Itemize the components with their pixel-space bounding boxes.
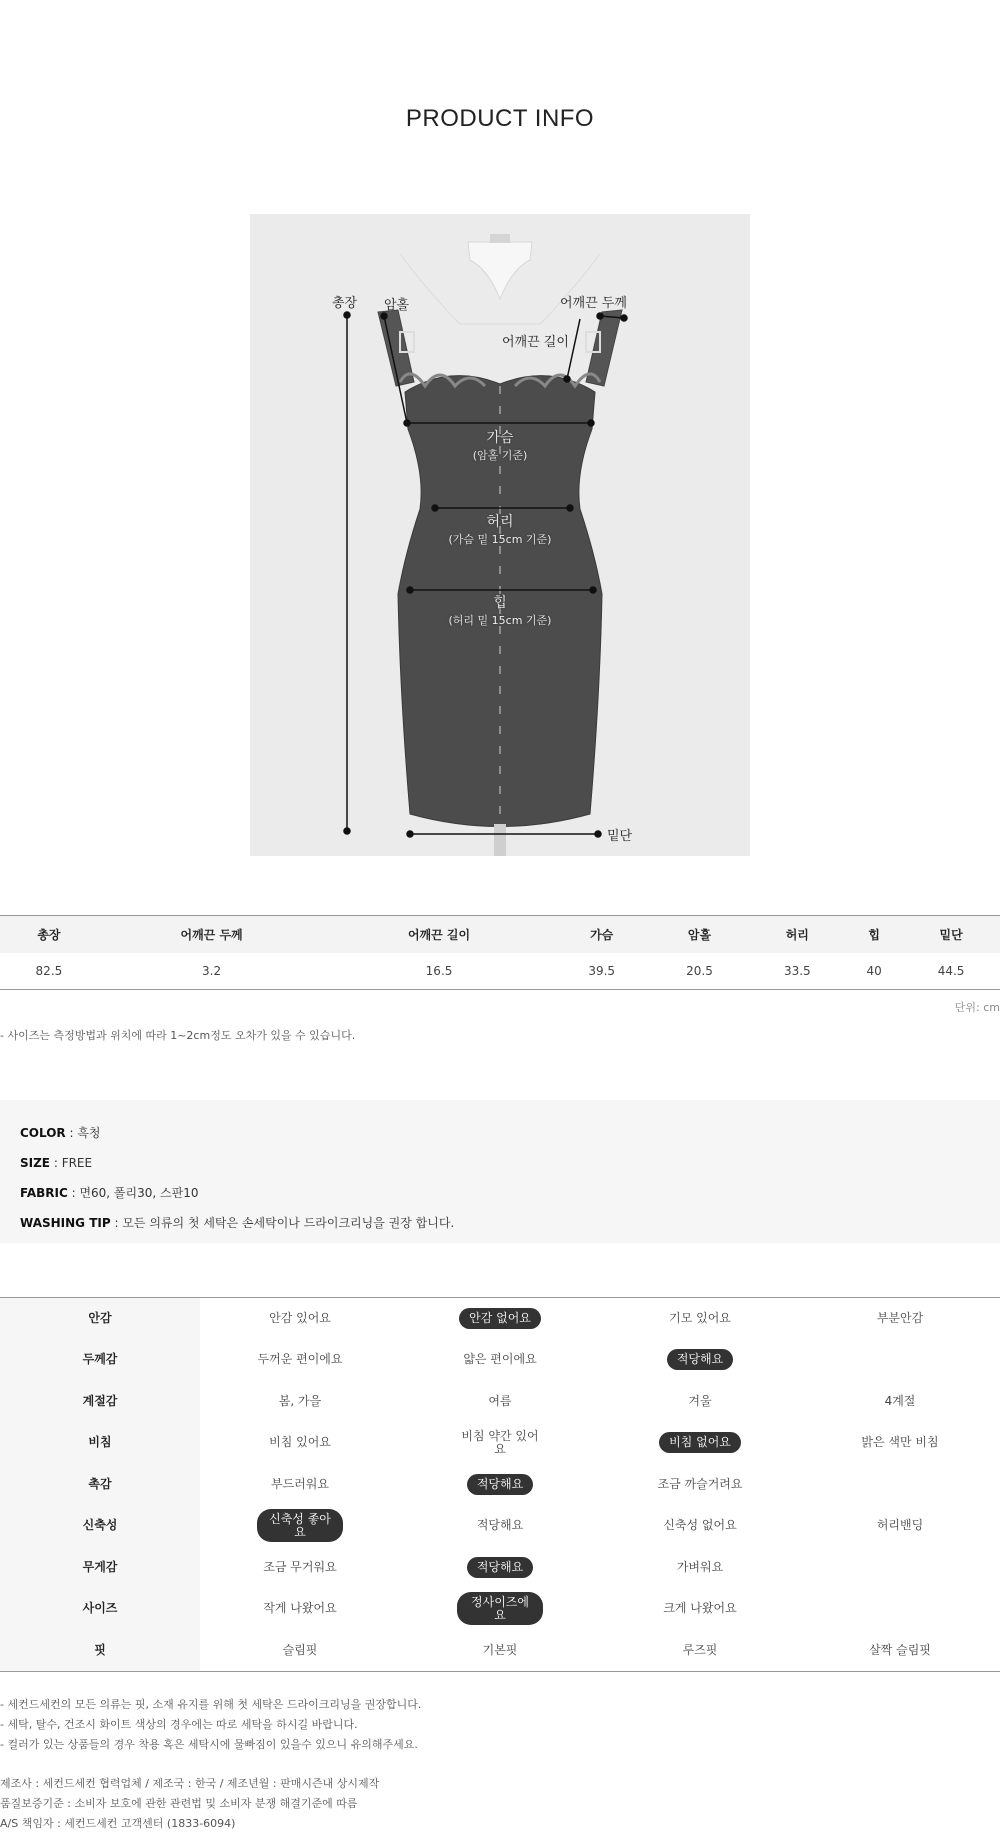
feel-option: 봄, 가을 (278, 1393, 322, 1408)
feel-row-label: 무게감 (0, 1547, 200, 1589)
feel-row (0, 1630, 1000, 1672)
info-row-color (20, 1118, 980, 1148)
feel-row-label: 계절감 (0, 1381, 200, 1423)
label-waist-sub: (가슴 밑 15cm 기준) (448, 533, 552, 546)
feel-row (0, 1547, 1000, 1589)
maker-note: A/S 책임자 : 세컨드세컨 고객센터 (1833-6094) (0, 1817, 236, 1830)
feel-option-cell (400, 1505, 600, 1547)
feel-option-selected: 신축성 좋아요 (257, 1509, 343, 1542)
info-key: COLOR (20, 1126, 66, 1140)
feel-row (0, 1339, 1000, 1381)
maker-note: 품질보증기준 : 소비자 보호에 관한 관련법 및 소비자 분쟁 해결기준에 따름 (0, 1797, 358, 1810)
info-key: WASHING TIP (20, 1216, 111, 1230)
feel-option-cell (200, 1381, 400, 1423)
feel-option: 비침 있어요 (269, 1435, 331, 1450)
feel-option-cell (600, 1298, 800, 1340)
size-value: 82.5 (0, 953, 98, 990)
feel-option: 조금 무거워요 (263, 1559, 337, 1574)
size-value: 39.5 (553, 953, 651, 990)
care-note: - 컬러가 있는 상품들의 경우 착용 혹은 세탁시에 물빠짐이 있을수 있으니 유의해주세요. (0, 1738, 418, 1751)
size-note: - 사이즈는 측정방법과 위치에 따라 1~2cm정도 오차가 있을 수 있습니다. (0, 1029, 356, 1042)
label-chest (473, 427, 528, 463)
feel-option-cell (200, 1630, 400, 1672)
page-title: PRODUCT INFO (405, 105, 595, 132)
feel-option-cell (600, 1339, 800, 1381)
feel-option-cell (200, 1422, 400, 1464)
feel-option-cell (800, 1298, 1000, 1340)
size-header: 암홀 (651, 916, 749, 953)
size-header: 힙 (846, 916, 902, 953)
size-header: 어깨끈 두께 (98, 916, 325, 953)
feel-option: 작게 나왔어요 (263, 1601, 337, 1616)
fabric-feel-table (0, 1297, 1000, 1672)
feel-option-cell (600, 1381, 800, 1423)
feel-row (0, 1588, 1000, 1630)
feel-row (0, 1298, 1000, 1340)
info-row-washing-tip (20, 1208, 980, 1238)
feel-option: 신축성 없어요 (663, 1518, 737, 1533)
feel-option: 얇은 편이에요 (463, 1352, 537, 1367)
feel-option-cell (600, 1630, 800, 1672)
feel-option-cell (800, 1422, 1000, 1464)
label-strap-length: 어깨끈 길이 (502, 335, 569, 350)
feel-option-cell (400, 1464, 600, 1506)
feel-option-cell (200, 1464, 400, 1506)
maker-note: 제조사 : 세컨드세컨 협력업체 / 제조국 : 한국 / 제조년월 : 판매시즌내 상시제작 (0, 1777, 380, 1790)
feel-option: 크게 나왔어요 (663, 1601, 737, 1616)
feel-row (0, 1381, 1000, 1423)
label-hem: 밑단 (607, 829, 633, 844)
feel-row-label: 두께감 (0, 1339, 200, 1381)
feel-option: 루즈핏 (682, 1642, 718, 1657)
feel-option-cell (600, 1588, 800, 1630)
feel-option-cell (400, 1381, 600, 1423)
feel-option-cell (200, 1588, 400, 1630)
maker-notes (0, 1774, 379, 1834)
size-header: 어깨끈 길이 (325, 916, 552, 953)
feel-option: 부드러워요 (271, 1476, 329, 1491)
feel-option: 밝은 색만 비침 (861, 1435, 939, 1450)
feel-option-selected: 적당해요 (467, 1557, 533, 1578)
unit-label: 단위: cm (954, 1001, 1000, 1014)
size-value: 3.2 (98, 953, 325, 990)
feel-option-cell (400, 1422, 600, 1464)
feel-option-cell (600, 1505, 800, 1547)
feel-option-cell (800, 1505, 1000, 1547)
feel-option-cell (400, 1298, 600, 1340)
info-value: : 모든 의류의 첫 세탁은 손세탁이나 드라이크리닝을 권장 합니다. (110, 1216, 455, 1230)
size-value: 16.5 (325, 953, 552, 990)
info-value: : 흑청 (65, 1126, 101, 1140)
feel-option-cell (800, 1547, 1000, 1589)
feel-option-cell (600, 1464, 800, 1506)
info-key: FABRIC (20, 1186, 68, 1200)
size-table-row (0, 953, 1000, 990)
feel-option: 슬림핏 (282, 1642, 318, 1657)
size-header: 밑단 (902, 916, 1000, 953)
feel-option-selected: 적당해요 (667, 1349, 733, 1370)
feel-row-label: 사이즈 (0, 1588, 200, 1630)
label-hip (449, 592, 552, 628)
feel-option-selected: 비침 없어요 (659, 1432, 741, 1453)
feel-row (0, 1505, 1000, 1547)
feel-option: 기모 있어요 (669, 1311, 731, 1326)
size-header: 총장 (0, 916, 98, 953)
size-value: 44.5 (902, 953, 1000, 990)
feel-option-cell (200, 1298, 400, 1340)
info-key: SIZE (20, 1156, 51, 1170)
feel-option: 두꺼운 편이에요 (257, 1352, 343, 1367)
feel-option: 안감 있어요 (269, 1311, 331, 1326)
feel-option-cell (800, 1588, 1000, 1630)
info-value: : 면60, 폴리30, 스판10 (67, 1186, 199, 1200)
feel-row (0, 1422, 1000, 1464)
dress-measurement-figure (250, 214, 750, 856)
feel-option: 가벼워요 (676, 1559, 724, 1574)
feel-option-cell (200, 1505, 400, 1547)
feel-option-cell (400, 1588, 600, 1630)
label-chest-sub: (암홀 기준) (472, 449, 528, 462)
feel-row-label: 촉감 (0, 1464, 200, 1506)
feel-option-selected: 적당해요 (467, 1474, 533, 1495)
feel-option: 4계절 (884, 1393, 916, 1408)
feel-row (0, 1464, 1000, 1506)
info-row-fabric (20, 1178, 980, 1208)
care-note: - 세컨드세컨의 모든 의류는 핏, 소재 유지를 위해 첫 세탁은 드라이크리닝을 권장합니다. (0, 1698, 422, 1711)
label-armhole: 암홀 (384, 298, 410, 313)
feel-row-label: 비침 (0, 1422, 200, 1464)
care-note: - 세탁, 탈수, 건조시 화이트 색상의 경우에는 따로 세탁을 하시길 바랍니다. (0, 1718, 358, 1731)
label-hip-sub: (허리 밑 15cm 기준) (448, 614, 552, 627)
feel-row-label: 핏 (0, 1630, 200, 1672)
feel-option-cell (600, 1547, 800, 1589)
feel-option-cell (600, 1422, 800, 1464)
feel-option-cell (800, 1464, 1000, 1506)
care-notes (0, 1695, 421, 1755)
feel-option: 겨울 (688, 1393, 712, 1408)
feel-option-cell (400, 1547, 600, 1589)
info-row-size (20, 1148, 980, 1178)
feel-option: 여름 (488, 1393, 512, 1408)
feel-row-label: 신축성 (0, 1505, 200, 1547)
feel-option-cell (400, 1339, 600, 1381)
size-table-header-row (0, 916, 1000, 953)
label-chest-title: 가슴 (486, 430, 514, 446)
label-waist (449, 511, 552, 547)
feel-option: 비침 약간 있어요 (461, 1429, 539, 1456)
label-hip-title: 힙 (493, 595, 507, 611)
size-value: 40 (846, 953, 902, 990)
size-header: 허리 (748, 916, 846, 953)
label-waist-title: 허리 (486, 514, 514, 530)
feel-option: 허리밴딩 (876, 1518, 924, 1533)
feel-option: 부분안감 (876, 1311, 924, 1326)
feel-option: 기본핏 (482, 1642, 518, 1657)
info-value: : FREE (50, 1156, 93, 1170)
feel-row-label: 안감 (0, 1298, 200, 1340)
feel-option: 살짝 슬림핏 (869, 1642, 931, 1657)
size-table (0, 915, 1000, 990)
feel-option-cell (400, 1630, 600, 1672)
label-total-length: 총장 (332, 296, 358, 311)
feel-option: 조금 까슬거려요 (657, 1476, 743, 1491)
feel-option-cell (800, 1339, 1000, 1381)
feel-option-cell (200, 1547, 400, 1589)
feel-option-selected: 정사이즈에요 (457, 1592, 543, 1625)
feel-option: 적당해요 (476, 1518, 524, 1533)
feel-option-cell (800, 1630, 1000, 1672)
size-value: 20.5 (651, 953, 749, 990)
feel-option-selected: 안감 없어요 (459, 1308, 541, 1329)
feel-option-cell (200, 1339, 400, 1381)
label-strap-thickness: 어깨끈 두께 (560, 296, 627, 311)
size-header: 가슴 (553, 916, 651, 953)
size-value: 33.5 (748, 953, 846, 990)
product-info-box (0, 1100, 1000, 1243)
feel-option-cell (800, 1381, 1000, 1423)
